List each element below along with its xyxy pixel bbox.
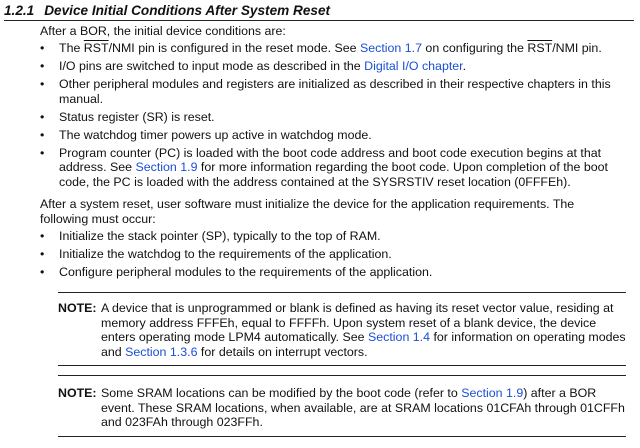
- requirements-paragraph: After a system reset, user software must initialize the device for the application requirements. The following must occur:: [40, 197, 575, 226]
- note-label: NOTE:: [58, 301, 97, 315]
- section-number: 1.2.1: [4, 3, 35, 18]
- initial-conditions-list: [40, 41, 628, 193]
- list-item: • Other peripheral modules and registers are initialized as described in their respective chapters in this manual.: [40, 76, 611, 106]
- list-item: • Initialize the watchdog to the requirements of the application.: [40, 246, 392, 261]
- list-item: • I/O pins are switched to input mode as described in the Digital I/O chapter.: [40, 58, 467, 73]
- bullet-icon: •: [40, 109, 45, 124]
- note-box-sram: [58, 382, 626, 437]
- intro-paragraph: After a BOR, the initial device conditions are:: [40, 24, 286, 38]
- list-item: • Initialize the stack pointer (SP), typically to the top of RAM.: [40, 229, 381, 243]
- rst-overline-text: $\overline{RST}$: [83, 41, 109, 55]
- requirements-list: [40, 229, 628, 283]
- list-item: • The watchdog timer powers up active in watchdog mode.: [40, 127, 372, 142]
- link-digital-io-chapter[interactable]: Digital I/O chapter: [364, 58, 463, 73]
- bullet-icon: •: [40, 127, 45, 142]
- bullet-icon: •: [40, 229, 45, 243]
- note-divider: [58, 375, 626, 376]
- list-item: • Program counter (PC) is loaded with the boot code address and boot code execution begins at that address. See Section 1.9 for more information regarding the boot code. Upon completion of the boot code, the PC is loaded with the address contained at the SYSRSTIV reset location (0FFFEh).: [40, 145, 608, 189]
- section-title: Device Initial Conditions After System Reset: [44, 3, 331, 18]
- bullet-icon: •: [40, 76, 45, 91]
- link-section-1-3-6[interactable]: Section 1.3.6: [125, 344, 198, 359]
- rst-overline-text: $\overline{RST}$: [527, 41, 553, 55]
- bullet-icon: •: [40, 41, 45, 55]
- link-section-1-9[interactable]: Section 1.9: [461, 386, 524, 400]
- bullet-icon: •: [40, 58, 45, 73]
- note-label: NOTE:: [58, 386, 97, 400]
- note-box-blank-device: [58, 292, 626, 366]
- link-section-1-9[interactable]: Section 1.9: [135, 160, 198, 175]
- bullet-icon: •: [40, 145, 45, 160]
- note-text: A device that is unprogrammed or blank is defined as having its reset vector value, residing at memory address FFFEh, equal to FFFFh. Upon system reset of a blank device, the device enters operating mode LPM4 automatically. See Section 1.4 for information on operating modes and Section 1.3.6 for details on interrupt vectors.: [101, 301, 626, 359]
- list-item: • The $\overline{RST}$/NMI pin is configured in the reset mode. See Section 1.7 on configuring the $\overline{RST}$/NMI pin.: [40, 41, 602, 55]
- list-item: • Configure peripheral modules to the requirements of the application.: [40, 264, 433, 279]
- link-section-1-4[interactable]: Section 1.4: [368, 330, 431, 345]
- section-heading: [4, 3, 634, 21]
- link-section-1-7[interactable]: Section 1.7: [359, 41, 422, 55]
- bullet-icon: •: [40, 246, 45, 261]
- bullet-icon: •: [40, 264, 45, 279]
- note-text: Some SRAM locations can be modified by the boot code (refer to Section 1.9) after a BOR event. These SRAM locations, when available, are at SRAM locations 01CFAh through 01CFFh and 023FAh through 023FFh.: [101, 386, 625, 430]
- list-item: • Status register (SR) is reset.: [40, 109, 215, 124]
